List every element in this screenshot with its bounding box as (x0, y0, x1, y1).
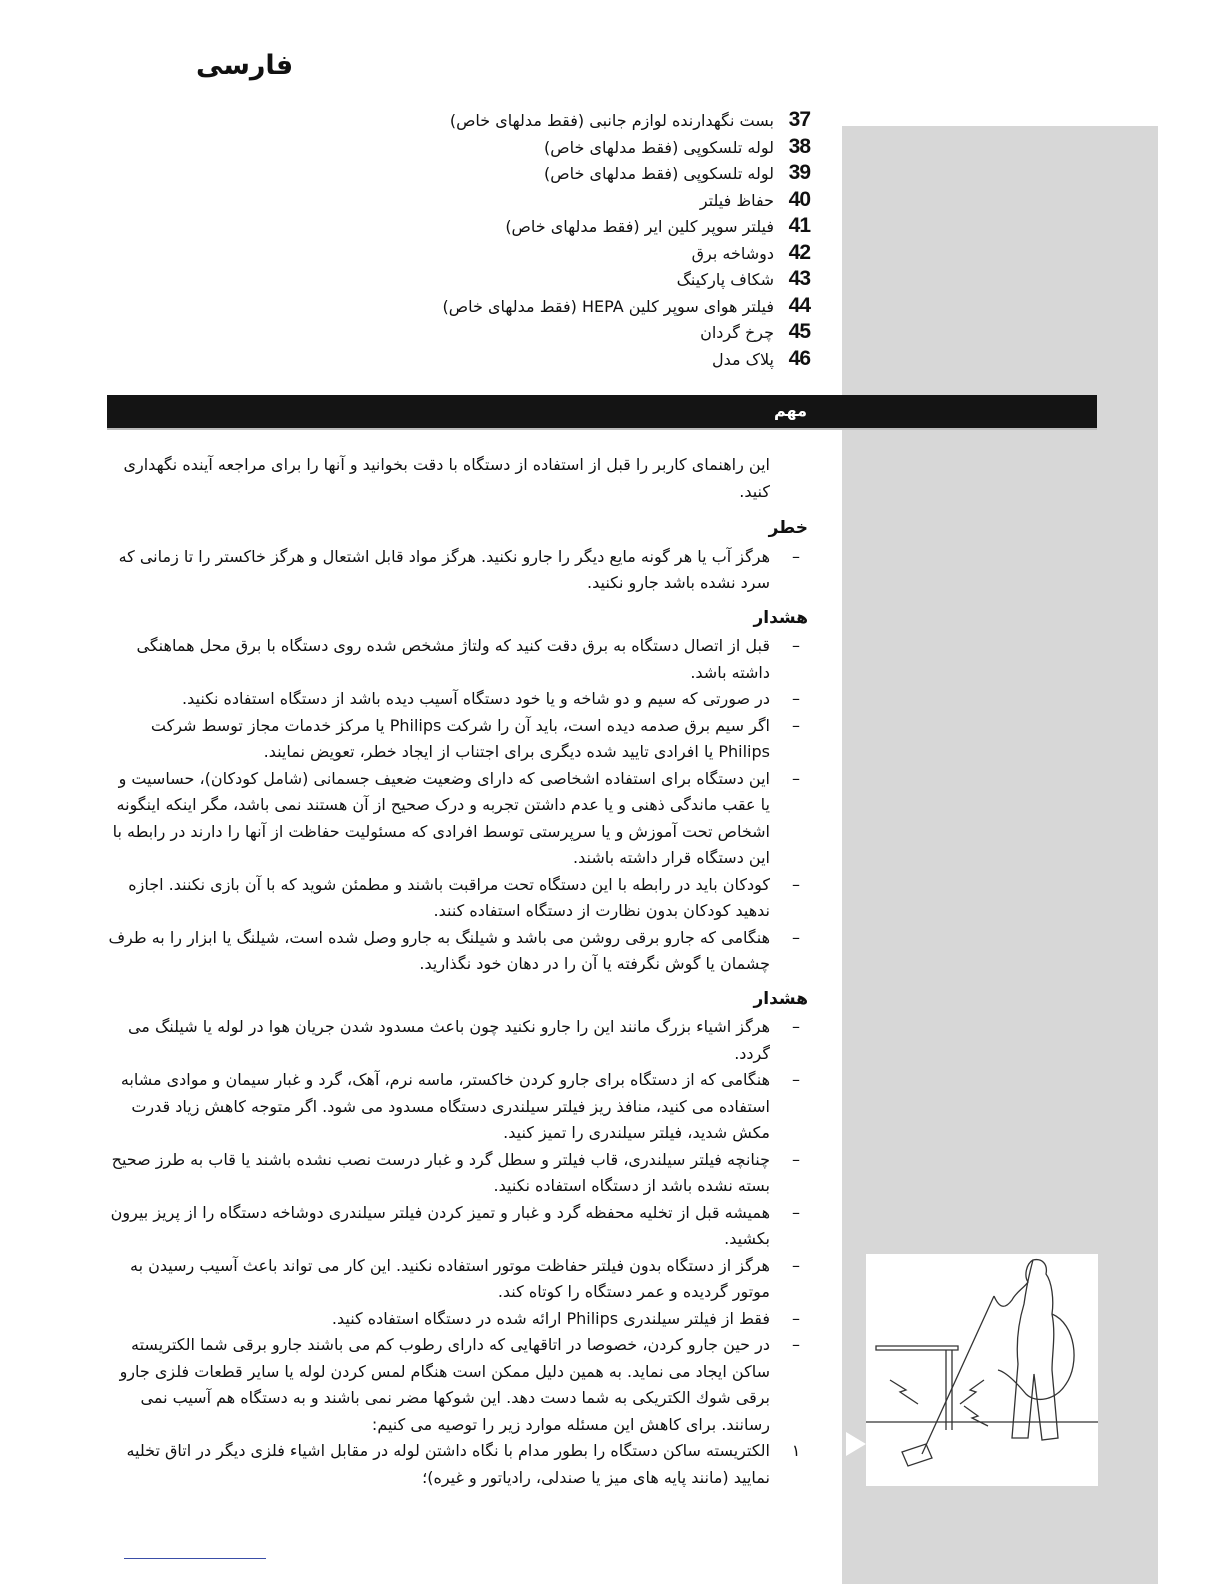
bullet-dash-icon: – (792, 1017, 800, 1036)
part-item (300, 294, 810, 321)
bullet-dash-icon: – (792, 1202, 800, 1222)
part-item (300, 161, 810, 188)
part-label: شکاف پارکینگ (676, 270, 774, 289)
part-item (300, 241, 810, 268)
spark-icon (960, 1380, 984, 1404)
list-item-text: کودکان باید در رابطه با این دستگاه تحت مراقبت باشند و مطمئن شوید که با آن بازی نکنند. اجازه ندهید کودکان بدون نظارت از دستگاه استفاده کنند. (128, 874, 770, 920)
intro-paragraph: این راهنمای کاربر را قبل از استفاده از دستگاه با دقت بخوانید و آنها را برای مراجعه آینده نگهداری کنید. (123, 455, 770, 501)
part-label: فیلتر سوپر کلین ایر (فقط مدلهای خاص) (505, 217, 774, 236)
list-item-text: هنگامی که از دستگاه برای جارو کردن خاکستر، ماسه نرم، آهک، گرد و غبار سیمان و موادی مشابه استفاده می کنید، منافذ ریز فیلتر سیلندری دستگاه مسدود می شود. اگر متوجه کاهش زیاد قدرت مکش شدید، فیلتر سیلندری را تمیز کنید. (120, 1070, 770, 1142)
list-item-text: فقط از فیلتر سیلندری Philips ارائه شده در دستگاه استفاده کنید. (331, 1308, 770, 1328)
list-item (108, 766, 808, 872)
table-top-icon (876, 1346, 958, 1350)
list-item (108, 1306, 808, 1333)
warning-list (108, 633, 808, 978)
part-item (300, 108, 810, 135)
part-item (300, 135, 810, 162)
person-figure-icon (1012, 1260, 1058, 1440)
list-item-text: هرگز اشیاء بزرگ مانند این را جارو نکنید چون باعث مسدود شدن جریان هوا در لوله یا شیلنگ می گردد. (127, 1017, 770, 1063)
part-number: 37 (788, 108, 810, 131)
part-label: حفاظ فیلتر (699, 190, 774, 210)
bullet-dash-icon: – (792, 1149, 800, 1169)
list-item-text: قبل از اتصال دستگاه به برق دقت کنید که ولتاژ مشخص شده روی دستگاه با برق محل هماهنگی داشته باشد. (136, 636, 770, 682)
section-title: مهم (773, 401, 807, 420)
footnote-rule (124, 1558, 266, 1559)
bullet-dash-icon: – (792, 768, 800, 788)
section-header-bar (107, 395, 1097, 430)
part-number: 38 (788, 134, 810, 158)
vacuum-static-shock-illustration (866, 1254, 1098, 1486)
list-item (108, 1014, 808, 1067)
part-label: دوشاخه برق (691, 243, 774, 263)
danger-heading: خطر (768, 518, 808, 538)
part-number: 46 (788, 346, 810, 370)
bullet-dash-icon: – (792, 546, 800, 566)
list-item (108, 686, 808, 713)
list-item (108, 1067, 808, 1147)
list-item (108, 872, 808, 925)
list-item-text: همیشه قبل از تخلیه محفظه گرد و غبار و تمیز کردن فیلتر سیلندری دوشاخه دستگاه را از پریز بیرون بکشید. (110, 1202, 770, 1248)
part-number: 39 (788, 161, 810, 184)
danger-list (108, 544, 808, 597)
list-item (108, 713, 808, 766)
illustration-drawing (866, 1254, 1098, 1486)
part-label: پلاک مدل (712, 349, 774, 369)
list-item-text: هرگز آب یا هر گونه مایع دیگر را جارو نکنید. هرگز مواد قابل اشتعال و هرگز خاکستر را تا زمانی که سرد نشده باشد جارو نکنید. (118, 546, 770, 592)
list-item (108, 1200, 808, 1253)
caution-heading: هشدار (753, 988, 808, 1009)
list-item (108, 925, 808, 978)
part-label: فیلتر هوای سوپر کلین HEPA (فقط مدلهای خاص) (442, 296, 774, 316)
illustration-pointer (846, 1432, 866, 1456)
bullet-dash-icon: – (792, 927, 800, 947)
bullet-dash-icon: – (792, 1070, 800, 1089)
part-label: چرخ گردان (700, 323, 774, 342)
part-label: لوله تلسکوپی (فقط مدلهای خاص) (544, 137, 774, 157)
bullet-dash-icon: – (792, 689, 800, 708)
bullet-dash-icon: – (792, 1255, 800, 1275)
language-heading: فارسی (196, 50, 294, 81)
vacuum-nozzle-icon (902, 1444, 932, 1466)
numbered-item (108, 1438, 808, 1491)
bullet-dash-icon: – (792, 715, 800, 735)
caution-list (108, 1014, 808, 1491)
list-item-text: در حین جارو کردن، خصوصا در اتاقهایی که دارای رطوب کم می باشند جارو برقی شما الکتریسته ساکن ایجاد می نماید. به همین دلیل ممکن است هنگام لمس کردن لوله یا سایر قطعات فلزی جارو برقی شوك الکتریکی به شما دست دهد. این شوکها مضر نمی باشند و به دستگاه هم آسیب نمی رسانند. برای کاهش این مسئله موارد زیر را توصیه می کنیم: (119, 1335, 770, 1434)
spark-icon (964, 1406, 988, 1426)
list-item (108, 1253, 808, 1306)
list-item (108, 1147, 808, 1200)
part-item (300, 267, 810, 294)
list-item (108, 633, 808, 686)
list-item (108, 1332, 808, 1438)
step-number: ١ (791, 1441, 801, 1460)
part-item (300, 347, 810, 374)
list-item-text: در صورتی که سیم و دو شاخه و یا خود دستگاه آسیب دیده باشد از دستگاه استفاده نکنید. (182, 689, 770, 708)
numbered-item-text: الکتریسته ساکن دستگاه را بطور مدام با نگاه داشتن لوله در مقابل اشیاء فلزی دیگر در اتاق تخلیه نمایید (مانند پایه های میز یا صندلی، رادیاتور و غیره)؛ (126, 1441, 770, 1487)
part-number: 42 (788, 240, 810, 264)
warning-heading: هشدار (753, 607, 808, 628)
bullet-dash-icon: – (792, 1335, 800, 1354)
list-item-text: اگر سیم برق صدمه دیده است، باید آن را شرکت Philips یا مرکز خدمات مجاز توسط شرکت Philips یا افرادی تایید شده دیگری برای اجتناب از ایجاد خطر، تعویض نمایند. (150, 715, 770, 761)
part-label: بست نگهدارنده لوازم جانبی (فقط مدلهای خاص) (449, 111, 774, 130)
list-item-text: این دستگاه برای استفاده اشخاصی که دارای وضعیت ضعیف جسمانی (شامل کودکان)، حساسیت و یا عقب ماندگی ذهنی و یا عدم داشتن تجربه و درک صحیح از آن هستند نمی باشد، مگر اینکه اینگونه اشخاص تحت آموزش و یا سرپرستی توسط افرادی که مسئولیت حفاظت از آنها را دارند در رابطه با این دستگاه قرار داشته باشند. (112, 768, 770, 867)
safety-content (108, 452, 808, 1497)
vacuum-tube-icon (922, 1296, 994, 1454)
part-number: 40 (788, 187, 810, 211)
list-item-text: هرگز از دستگاه بدون فیلتر حفاظت موتور استفاده نکنید. این کار می تواند باعث آسیب رسیدن به موتور گردیده و عمر دستگاه را کوتاه کند. (130, 1255, 770, 1301)
bullet-dash-icon: – (792, 1308, 800, 1328)
part-item (300, 214, 810, 241)
part-label: لوله تلسکوپی (فقط مدلهای خاص) (544, 164, 774, 183)
list-item-text: هنگامی که جارو برقی روشن می باشد و شیلنگ به جارو وصل شده است، شیلنگ یا ابزار را به طرف چشمان یا گوش نگرفته یا آن را در دهان خود نگذارید. (108, 927, 770, 973)
part-number: 41 (788, 214, 810, 237)
part-number: 45 (788, 320, 810, 343)
part-number: 44 (788, 293, 810, 317)
bullet-dash-icon: – (792, 636, 800, 655)
parts-list (300, 108, 810, 373)
list-item-text: چنانچه فیلتر سیلندری، قاب فیلتر و سطل گرد و غبار درست نصب نشده باشند یا قاب به طرز صحیح بسته نشده باشد از دستگاه استفاده نکنید. (111, 1149, 770, 1195)
list-item (108, 544, 808, 597)
part-item (300, 188, 810, 215)
part-number: 43 (788, 267, 810, 290)
part-item (300, 320, 810, 347)
bullet-dash-icon: – (792, 874, 800, 894)
spark-icon (890, 1380, 918, 1404)
